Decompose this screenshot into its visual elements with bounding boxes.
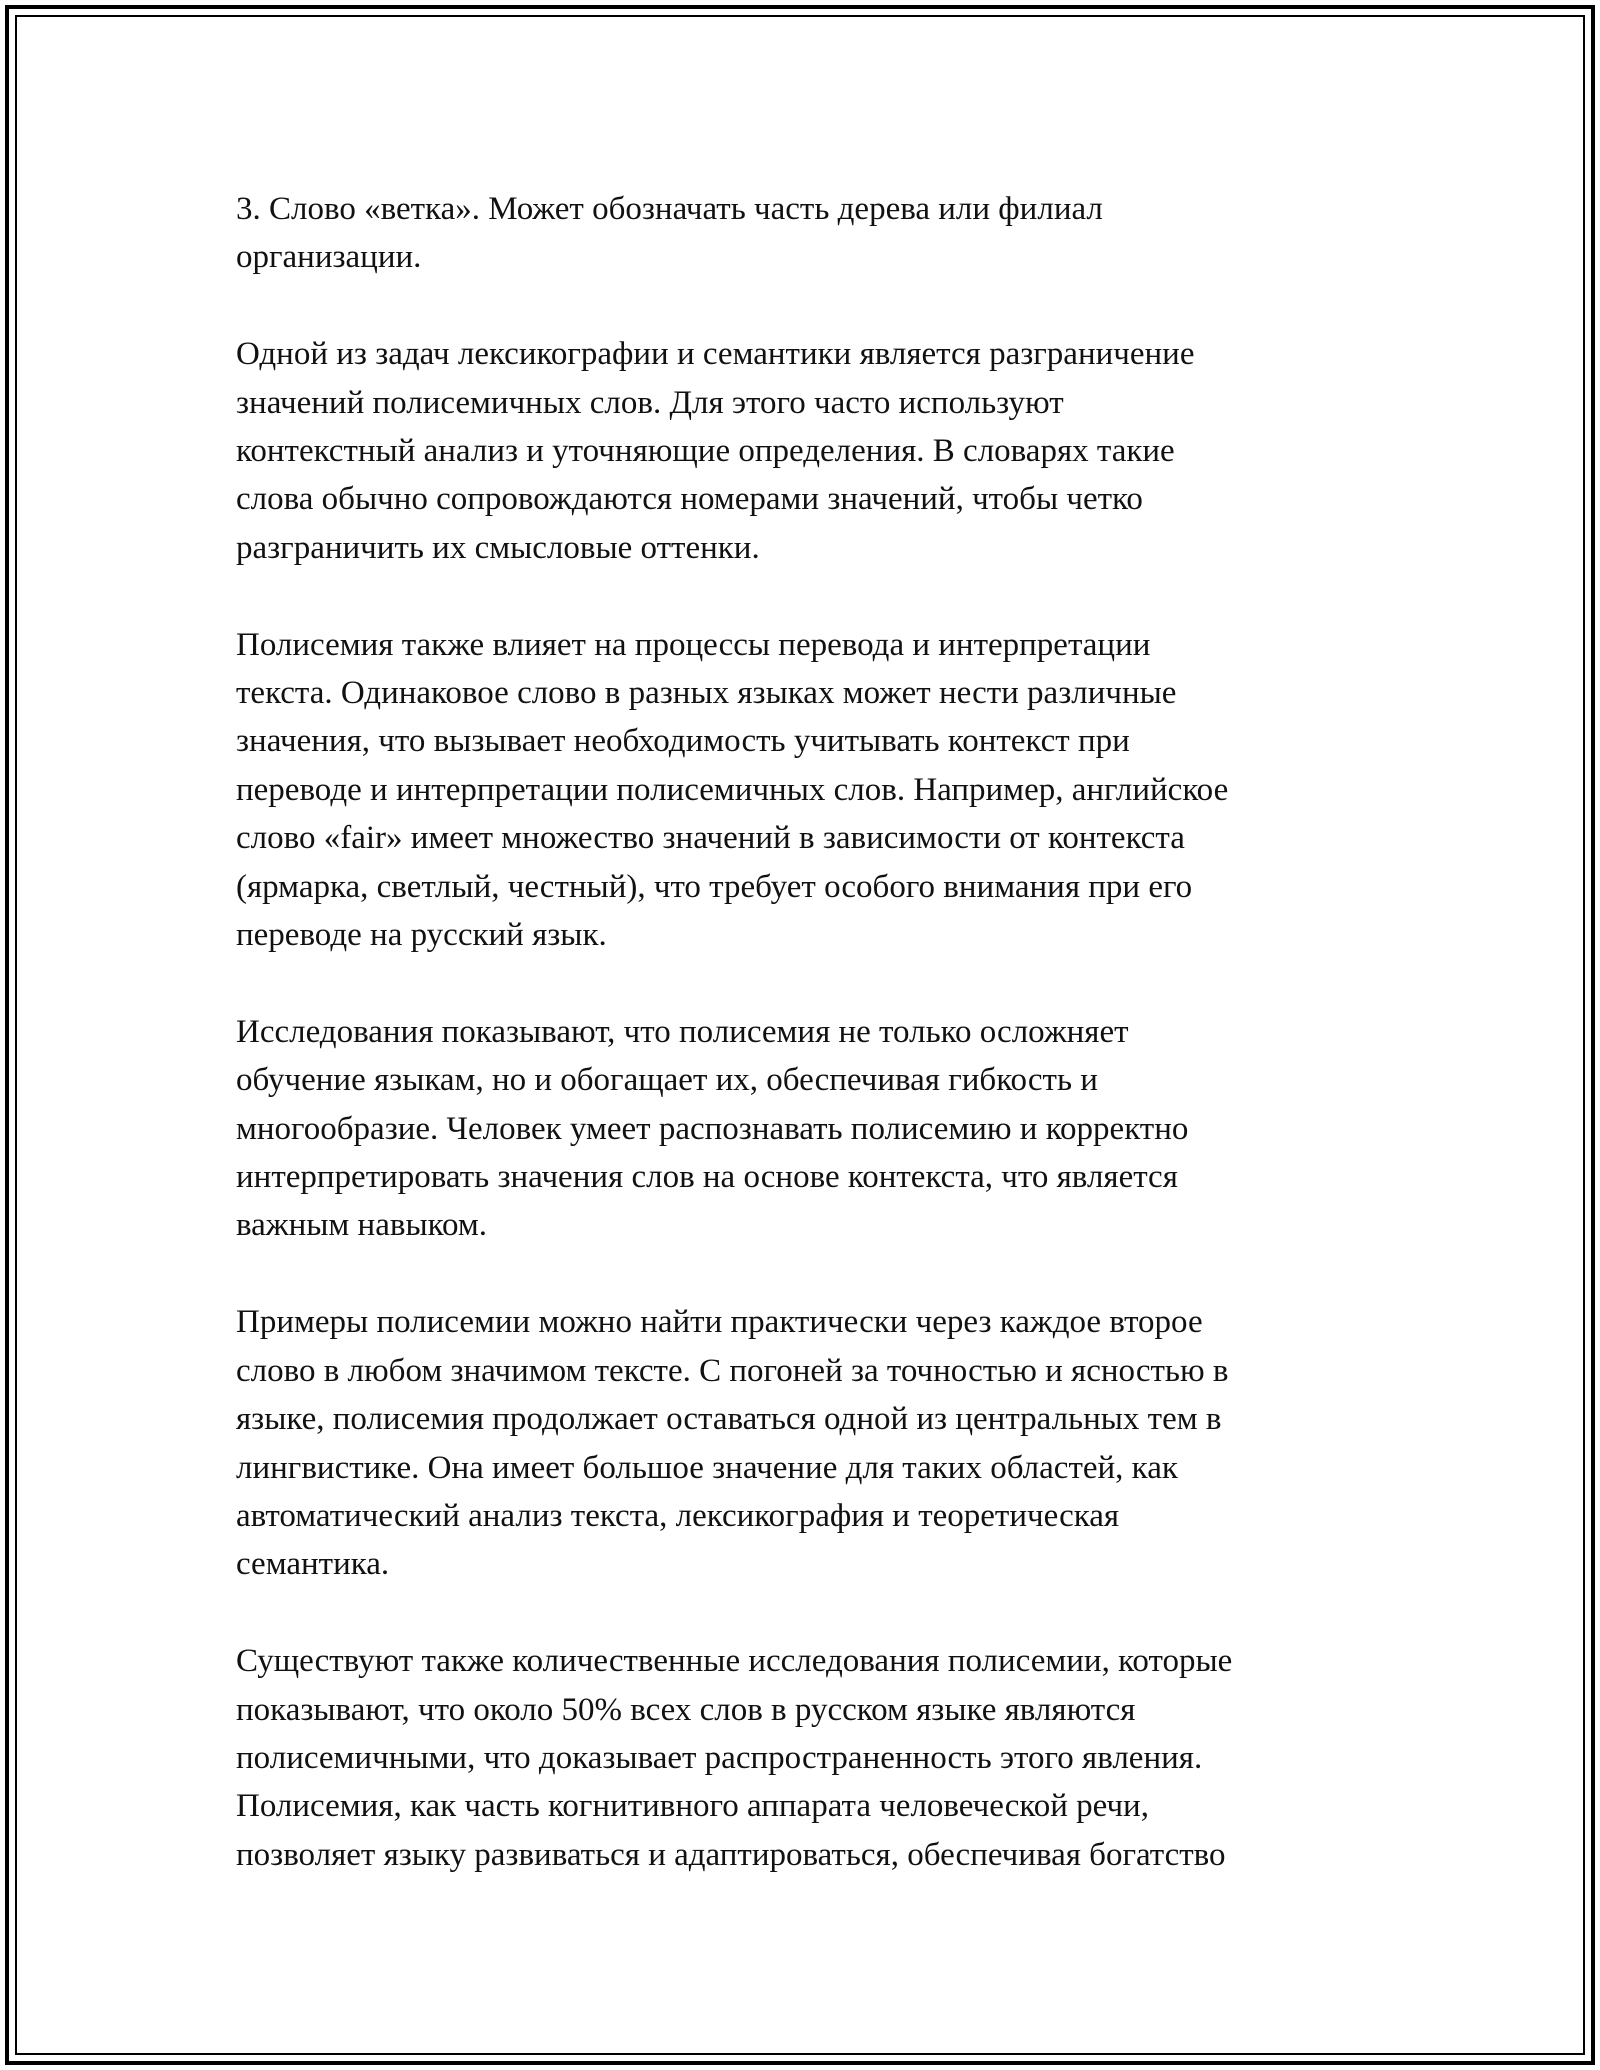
paragraph-research: Исследования показывают, что полисемия не только осложняет обучение языкам, но и обогащает их, обеспечивая гибкость и многообразие. Человек умеет распознавать полисемию и корректно интерпретировать значения слов на основе контекста, что является важным навыком. [236,1013,1189,1244]
paragraph-translation: Полисемия также влияет на процессы перевода и интерпретации текста. Одинаковое слово в разных языках может нести различные значения, что вызывает необходимость учитывать контекст при переводе и интерпретации полисемичных слов. Например, английское слово «fair» имеет множество значений в зависимости от контекста (ярмарка, светлый, честный), что требует особого внимания при его переводе на русский язык. [236,626,1229,954]
document-body [236,185,1381,1879]
paragraph-lexicography: Одной из задач лексикографии и семантики является разграничение значений полисемичных слов. Для этого часто используют контекстный анализ и уточняющие определения. В словарях такие слова обычно сопровождаются номерами значений, чтобы четко разграничить их смысловые оттенки. [236,336,1195,566]
paragraph-word-branch-example: 3. Слово «ветка». Может обозначать часть дерева или филиал организации. [236,191,1103,276]
paragraph-quantitative: Существуют также количественные исследования полисемии, которые показывают, что около 50% всех слов в русском языке являются полисемичными, что доказывает распространенность этого явления. Полисемия, как часть когнитивного аппарата человеческой речи, позволяет языку развиваться и адаптироваться, обеспечивая богатство [236,1643,1233,1873]
paragraph-examples: Примеры полисемии можно найти практически через каждое второе слово в любом значимом тексте. С погоней за точностью и ясностью в языке, полисемия продолжает оставаться одной из центральных тем в лингвистике. Она имеет большое значение для таких областей, как автоматический анализ текста, лексикография и теоретическая семантика. [236,1304,1229,1583]
